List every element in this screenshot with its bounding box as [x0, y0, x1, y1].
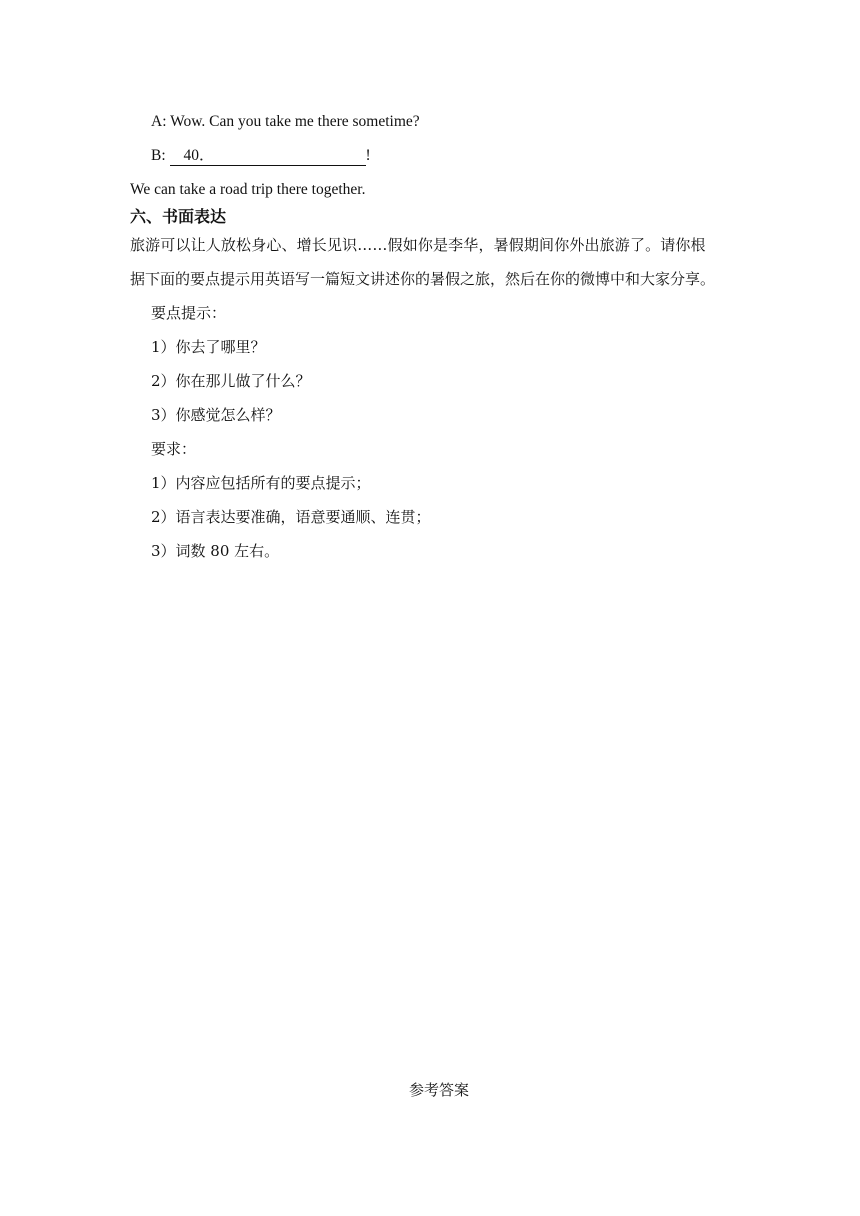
- section-intro-line-2: 据下面的要点提示用英语写一篇短文讲述你的暑假之旅，然后在你的微博中和大家分享。: [130, 270, 716, 288]
- points-label: 要点提示：: [151, 304, 227, 322]
- dialogue-followup: We can take a road trip there together.: [130, 181, 366, 198]
- requirement-item-3: 3）词数 80 左右。: [151, 542, 280, 560]
- answer-blank-40[interactable]: [170, 147, 366, 166]
- point-item-3: 3）你感觉怎么样？: [151, 406, 281, 424]
- requirements-label: 要求：: [151, 440, 197, 458]
- section-intro-line-1: 旅游可以让人放松身心、增长见识……假如你是李华，暑假期间你外出旅游了。请你根: [130, 236, 706, 254]
- dialogue-line-a: A: Wow. Can you take me there sometime?: [151, 113, 420, 130]
- dialogue-line-b: [151, 146, 371, 166]
- point-item-2: 2）你在那儿做了什么？: [151, 372, 311, 390]
- answer-key-heading: 参考答案: [409, 1081, 470, 1099]
- section-title: 六、书面表达: [130, 207, 227, 226]
- point-item-1: 1）你去了哪里？: [151, 338, 266, 356]
- requirement-item-2: 2）语言表达要准确，语意要通顺、连贯；: [151, 508, 431, 526]
- blank-number: 40．: [183, 147, 215, 164]
- dialogue-b-prefix: B:: [151, 147, 170, 164]
- requirement-item-1: 1）内容应包括所有的要点提示；: [151, 474, 371, 492]
- dialogue-b-suffix: !: [365, 147, 371, 164]
